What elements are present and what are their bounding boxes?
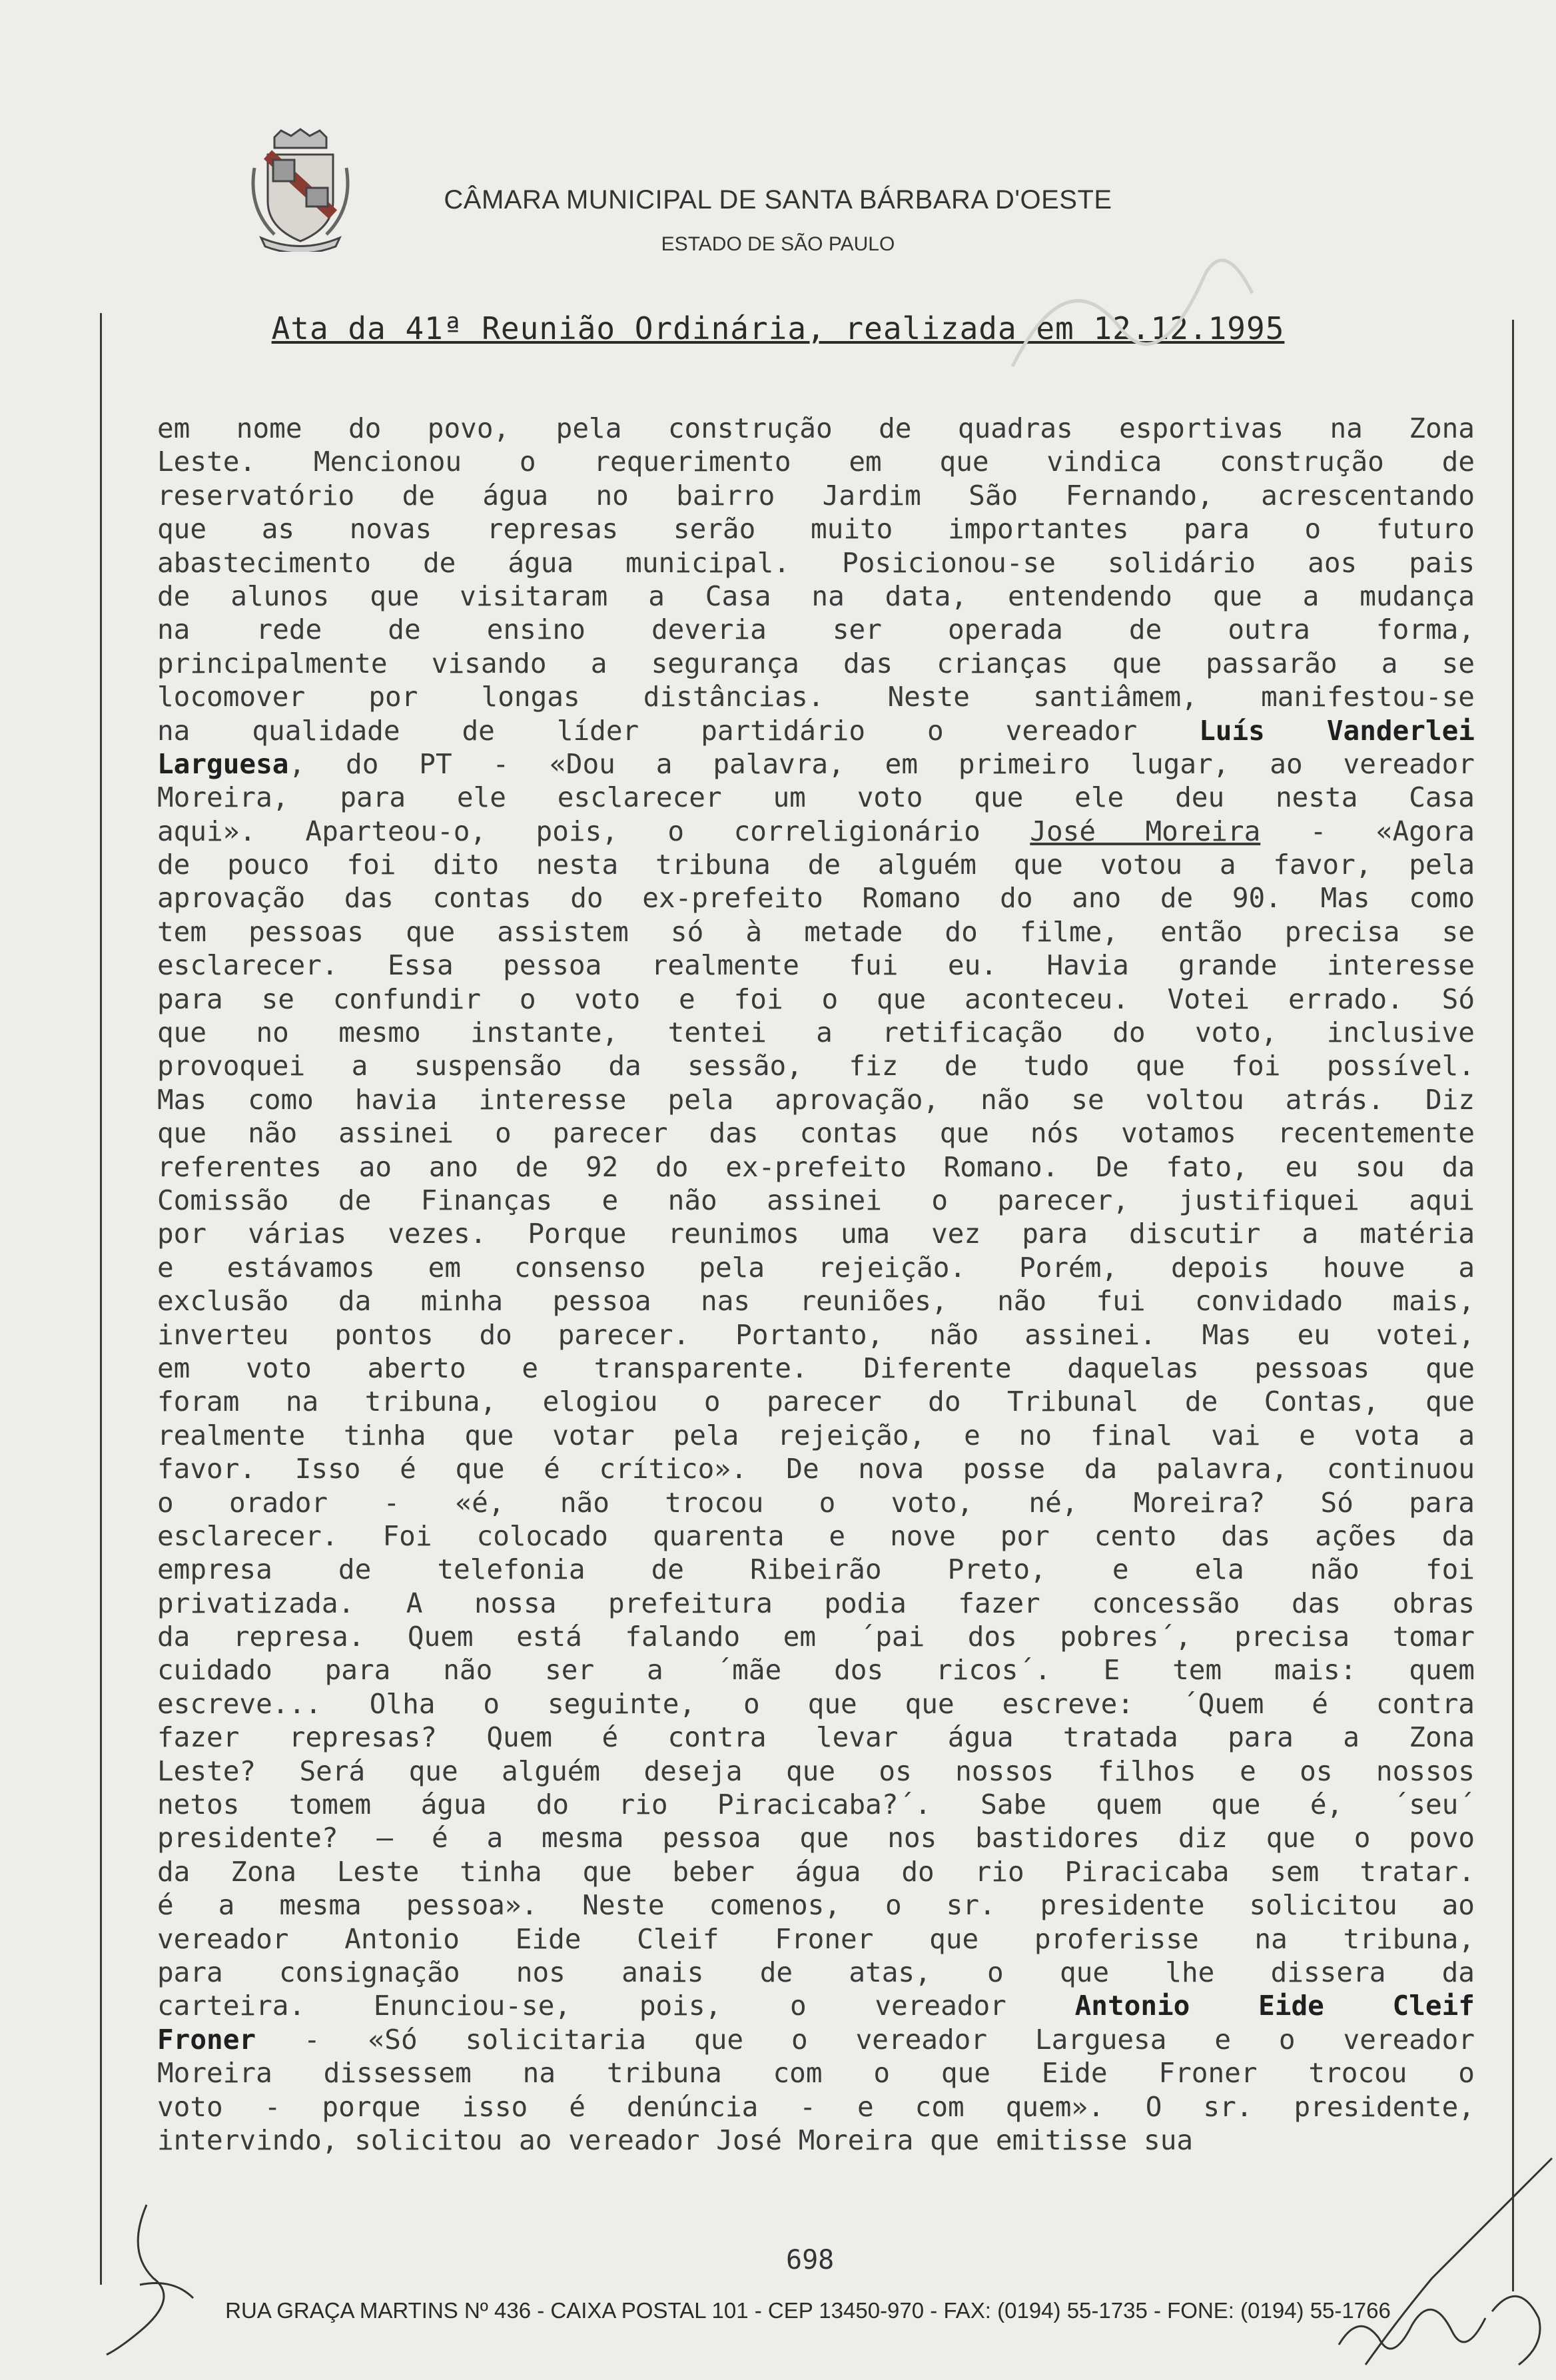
text-line (157, 546, 1475, 580)
text-line (157, 1888, 1475, 1922)
text-segment: netos tomem água do rio Piracicaba?´. Sabe quem que é, ´seu´ (157, 1788, 1475, 1821)
text-segment: de pouco foi dito nesta tribuna de alguém que votou a favor, pela (157, 849, 1475, 881)
text-line (157, 747, 1475, 781)
text-line (157, 1452, 1475, 1485)
text-segment: é a mesma pessoa». Neste comenos, o sr. presidente solicitou ao (157, 1889, 1475, 1922)
text-segment: para consignação nos anais de atas, o que lhe dissera da (157, 1956, 1475, 1988)
text-segment: empresa de telefonia de Ribeirão Preto, e ela não foi (157, 1553, 1475, 1586)
text-line (157, 1083, 1475, 1116)
minutes-title: Ata da 41ª Reunião Ordinária, realizada em 12.12.1995 (271, 310, 1285, 346)
text-segment: fazer represas? Quem é contra levar água tratada para a Zona (157, 1721, 1475, 1754)
text-segment: que no mesmo instante, tentei a retificação do voto, inclusive (157, 1016, 1475, 1049)
text-line (157, 1788, 1475, 1821)
speaker-name: Antonio Eide Cleif (1074, 1990, 1475, 2022)
text-segment: escreve... Olha o seguinte, o que que escreve: ´Quem é contra (157, 1687, 1475, 1720)
signature-left-icon (100, 2198, 213, 2358)
text-line (157, 949, 1475, 982)
text-line (157, 647, 1475, 680)
text-segment: de alunos que visitaram a Casa na data, entendendo que a mudança (157, 580, 1475, 612)
text-segment: intervindo, solicitou ao vereador José Moreira que emitisse sua (157, 2124, 1194, 2156)
text-line (157, 1116, 1475, 1150)
speaker-name: Luís Vanderlei (1199, 714, 1475, 747)
text-segment: em nome do povo, pela construção de quadras esportivas na Zona (157, 412, 1475, 444)
text-segment: na rede de ensino deveria ser operada de outra forma, (157, 613, 1475, 646)
text-segment: favor. Isso é que é crítico». De nova posse da palavra, continuou (157, 1453, 1475, 1485)
text-line (157, 1318, 1475, 1352)
text-segment: presidente? — é a mesma pessoa que nos bastidores diz que o povo (157, 1822, 1475, 1854)
text-line (157, 848, 1475, 881)
speaker-name-underlined: José Moreira (1030, 815, 1261, 847)
text-segment: esclarecer. Essa pessoa realmente fui eu. Havia grande interesse (157, 949, 1475, 982)
text-segment: privatizada. A nossa prefeitura podia fazer concessão das obras (157, 1587, 1475, 1619)
text-line (157, 412, 1475, 445)
state-name: ESTADO DE SÃO PAULO (661, 233, 895, 255)
text-segment: realmente tinha que votar pela rejeição, e no final vai e vota a (157, 1419, 1475, 1451)
text-line (157, 1419, 1475, 1452)
signature-faint-icon (986, 233, 1266, 406)
text-line (157, 1653, 1475, 1687)
text-segment: que as novas represas serão muito importantes para o futuro (157, 513, 1475, 546)
text-line (157, 1587, 1475, 1620)
footer-address: RUA GRAÇA MARTINS Nº 436 - CAIXA POSTAL 101 - CEP 13450-970 - FAX: (0194) 55-1735 - FONE: (0194) 55-1766 (225, 2298, 1391, 2323)
text-segment: tem pessoas que assistem só à metade do filme, então precisa se (157, 915, 1475, 948)
text-line (157, 1855, 1475, 1888)
text-segment: Leste. Mencionou o requerimento em que vindica construção de (157, 446, 1475, 478)
text-segment: - «Só solicitaria que o vereador Larguesa e o vereador (256, 2023, 1475, 2056)
text-line (157, 1553, 1475, 1586)
signature-right-icon (1299, 2145, 1556, 2380)
text-line (157, 2056, 1475, 2090)
text-segment: abastecimento de água municipal. Posicionou-se solidário aos pais (157, 546, 1475, 579)
text-line (157, 580, 1475, 613)
text-segment: carteira. Enunciou-se, pois, o vereador (157, 1990, 1075, 2022)
text-line (157, 613, 1475, 646)
text-line (157, 781, 1475, 814)
speaker-name: Froner (157, 2023, 256, 2056)
text-segment: por várias vezes. Porque reunimos uma vez para discutir a matéria (157, 1218, 1475, 1250)
text-segment: da Zona Leste tinha que beber água do rio Piracicaba sem tratar. (157, 1855, 1475, 1888)
text-line (157, 1486, 1475, 1519)
text-line (157, 1217, 1475, 1250)
text-line (157, 445, 1475, 478)
text-line (157, 1721, 1475, 1754)
text-line (157, 1989, 1475, 2022)
text-segment: exclusão da minha pessoa nas reuniões, não fui convidado mais, (157, 1285, 1475, 1318)
text-line (157, 1184, 1475, 1217)
text-segment: voto - porque isso é denúncia - e com quem». O sr. presidente, (157, 2090, 1475, 2123)
text-line (157, 2090, 1475, 2124)
text-line (157, 1016, 1475, 1049)
text-line (157, 1956, 1475, 1989)
left-margin-rule (100, 313, 102, 2285)
text-segment: principalmente visando a segurança das crianças que passarão a se (157, 647, 1475, 679)
text-segment: provoquei a suspensão da sessão, fiz de tudo que foi possível. (157, 1050, 1475, 1082)
text-segment: e estávamos em consenso pela rejeição. Porém, depois houve a (157, 1251, 1475, 1284)
text-segment: inverteu pontos do parecer. Portanto, não assinei. Mas eu votei, (157, 1318, 1475, 1351)
text-segment: foram na tribuna, elogiou o parecer do Tribunal de Contas, que (157, 1386, 1475, 1418)
text-segment: Moreira dissessem na tribuna com o que Eide Froner trocou o (157, 2057, 1475, 2090)
text-segment: cuidado para não ser a ´mãe dos ricos´. E tem mais: quem (157, 1654, 1475, 1687)
text-segment: para se confundir o voto e foi o que aconteceu. Votei errado. Só (157, 983, 1475, 1015)
text-line (157, 915, 1475, 949)
text-segment: Leste? Será que alguém deseja que os nossos filhos e os nossos (157, 1755, 1475, 1787)
text-segment: Comissão de Finanças e não assinei o parecer, justifiquei aqui (157, 1184, 1475, 1216)
text-line (157, 1251, 1475, 1284)
minutes-body (157, 412, 1475, 2157)
text-line (157, 512, 1475, 546)
text-line (157, 881, 1475, 915)
text-line (157, 1922, 1475, 1956)
text-line (157, 1284, 1475, 1318)
text-line (157, 1755, 1475, 1788)
text-segment: em voto aberto e transparente. Diferente daquelas pessoas que (157, 1352, 1475, 1384)
text-segment: - «Agora (1260, 815, 1475, 847)
page-number: 698 (786, 2245, 835, 2275)
text-segment: locomover por longas distâncias. Neste santiâmem, manifestou-se (157, 681, 1475, 713)
text-line (157, 2124, 1475, 2157)
text-line (157, 1519, 1475, 1553)
text-line (157, 2023, 1475, 2056)
text-segment: referentes ao ano de 92 do ex-prefeito Romano. De fato, eu sou da (157, 1150, 1475, 1183)
text-segment: Moreira, para ele esclarecer um voto que ele deu nesta Casa (157, 781, 1475, 814)
text-line (157, 1049, 1475, 1082)
institution-name: CÂMARA MUNICIPAL DE SANTA BÁRBARA D'OESTE (444, 185, 1112, 214)
text-line (157, 479, 1475, 512)
text-segment: aprovação das contas do ex-prefeito Romano do ano de 90. Mas como (157, 882, 1475, 915)
speaker-name: Larguesa (157, 747, 289, 780)
text-line (157, 815, 1475, 848)
text-segment: Mas como havia interesse pela aprovação, não se voltou atrás. Diz (157, 1083, 1475, 1116)
text-line (157, 680, 1475, 713)
text-line (157, 1385, 1475, 1418)
text-segment: vereador Antonio Eide Cleif Froner que proferisse na tribuna, (157, 1922, 1475, 1955)
text-segment: , do PT - «Dou a palavra, em primeiro lugar, ao vereador (288, 747, 1475, 780)
text-segment: o orador - «é, não trocou o voto, né, Moreira? Só para (157, 1486, 1475, 1519)
text-line (157, 1687, 1475, 1721)
text-line (157, 1620, 1475, 1653)
text-line (157, 1352, 1475, 1385)
text-line (157, 1150, 1475, 1184)
text-line (157, 983, 1475, 1016)
text-segment: reservatório de água no bairro Jardim São Fernando, acrescentando (157, 479, 1475, 512)
text-segment: aqui». Aparteou-o, pois, o correligionário (157, 815, 1030, 847)
text-segment: da represa. Quem está falando em ´pai dos pobres´, precisa tomar (157, 1621, 1475, 1653)
text-line (157, 1821, 1475, 1854)
text-segment: na qualidade de líder partidário o vereador (157, 714, 1200, 747)
text-line (157, 714, 1475, 747)
right-margin-rule (1512, 320, 1514, 2291)
text-segment: esclarecer. Foi colocado quarenta e nove por cento das ações da (157, 1519, 1475, 1552)
text-segment: que não assinei o parecer das contas que nós votamos recentemente (157, 1117, 1475, 1150)
